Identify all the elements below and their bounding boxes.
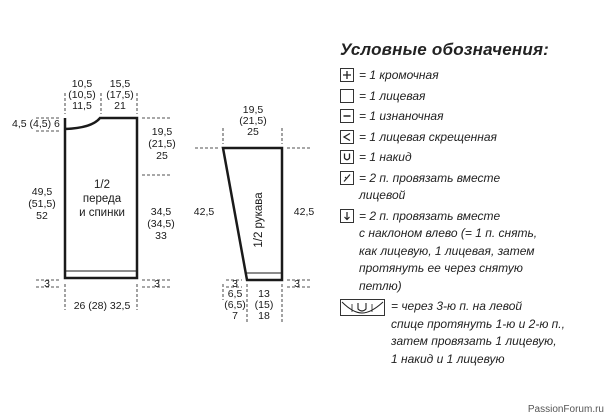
body-armhole-2: (21,5) xyxy=(148,138,176,150)
body-piece-label-3: и спинки xyxy=(79,207,125,219)
sleeve-right-height: 42,5 xyxy=(293,206,315,218)
sleeve-bottom-left-3: 7 xyxy=(232,310,238,322)
legend-item-text: = 1 изнаночная xyxy=(359,109,444,123)
sleeve-bottom-left-2: (6,5) xyxy=(224,299,246,311)
body-top-left-width-3: 11,5 xyxy=(72,100,92,112)
body-right-height-1: 34,5 xyxy=(150,206,172,218)
legend-item-twisted-knit xyxy=(340,129,605,147)
body-right-height-2: (34,5) xyxy=(147,218,175,230)
legend xyxy=(340,40,605,371)
body-left-height-1: 49,5 xyxy=(31,186,53,198)
body-top-right-width-3: 21 xyxy=(114,100,126,112)
legend-item-text: = 2 п. провязать вместе лицевой xyxy=(359,170,501,202)
body-armhole-3: 25 xyxy=(156,150,168,162)
sleeve-bottom-left-1: 6,5 xyxy=(227,288,243,300)
legend-item-edge-stitch xyxy=(340,67,605,85)
legend-item-knit xyxy=(340,88,605,106)
body-top-left-width-1: 10,5 xyxy=(71,78,93,90)
legend-item-ssk xyxy=(340,208,605,296)
legend-item-k2tog xyxy=(340,170,605,205)
right-decrease-icon xyxy=(340,171,354,185)
sleeve-rib-left: 3 xyxy=(232,278,238,290)
body-left-height-3: 52 xyxy=(36,210,48,222)
less-than-icon xyxy=(340,130,354,144)
sleeve-bottom-right-1: 13 xyxy=(258,288,270,300)
dash-icon xyxy=(340,109,354,123)
body-piece-label-2: переда xyxy=(82,193,122,205)
cross-three-icon xyxy=(340,299,385,316)
sleeve-rib-right: 3 xyxy=(294,278,300,290)
legend-item-text: = 1 лицевая скрещенная xyxy=(359,129,497,144)
legend-item-text: = через 3-ю п. на левой спице протянуть 1-ю и 2-ю п., затем провязать 1 лицевую, 1 накид и 1 лицевую xyxy=(391,299,565,366)
sleeve-piece-label: 1/2 рукава xyxy=(253,192,265,248)
body-rib-left: 3 xyxy=(44,278,50,290)
body-armhole-1: 19,5 xyxy=(151,126,173,138)
body-neck-depth: 4,5 (4,5) 6 xyxy=(12,118,60,130)
legend-item-purl xyxy=(340,108,605,126)
body-top-right-width-1: 15,5 xyxy=(109,78,131,90)
body-piece-label-1: 1/2 xyxy=(94,179,110,191)
legend-item-yarn-over xyxy=(340,149,605,167)
sleeve-top-width-3: 25 xyxy=(247,126,259,138)
body-rib-right: 3 xyxy=(154,278,160,290)
body-top-left-width-2: (10,5) xyxy=(68,89,96,101)
sleeve-bottom-right-3: 18 xyxy=(258,310,270,322)
legend-item-three-stitch-cross xyxy=(340,298,605,368)
legend-item-text: = 1 лицевая xyxy=(359,88,426,103)
legend-title: Условные обозначения: xyxy=(340,40,550,59)
body-top-right-width-2: (17,5) xyxy=(106,89,134,101)
legend-item-text: = 1 накид xyxy=(359,150,412,164)
plus-icon xyxy=(340,68,354,82)
sleeve-left-height: 42,5 xyxy=(193,206,215,218)
sleeve-bottom-right-2: (15) xyxy=(254,299,274,311)
body-bottom-width: 26 (28) 32,5 xyxy=(73,300,131,312)
empty-square-icon xyxy=(340,89,354,103)
watermark: PassionForum.ru xyxy=(527,404,604,415)
body-right-height-3: 33 xyxy=(155,230,167,242)
sleeve-top-width-2: (21,5) xyxy=(239,115,267,127)
u-icon xyxy=(340,150,354,164)
left-decrease-icon xyxy=(340,209,354,223)
legend-item-text: = 2 п. провязать вместе с наклоном влево (= 1 п. снять, как лицевую, 1 лицевая, затем протянуть ее через снятую петлю) xyxy=(359,208,538,293)
sleeve-top-width-1: 19,5 xyxy=(242,104,264,116)
body-left-height-2: (51,5) xyxy=(28,198,56,210)
legend-item-text: = 1 кромочная xyxy=(359,68,439,82)
